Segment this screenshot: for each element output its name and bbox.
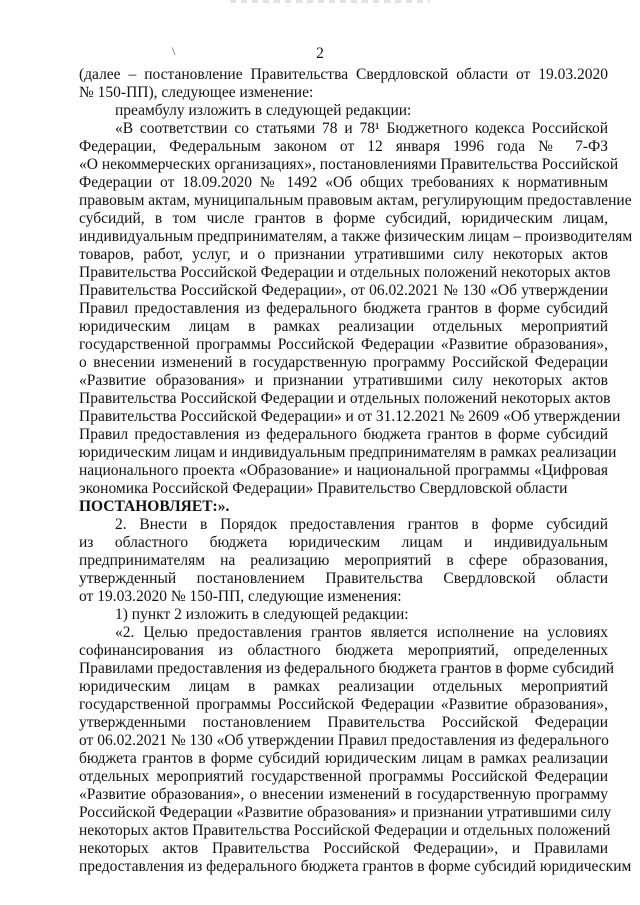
- text-line: национального проекта «Образование» и национальной программы «Цифровая: [79, 462, 608, 479]
- text-line: от 06.02.2021 № 130 «Об утверждении Правил предоставления из федерального: [79, 732, 609, 749]
- text-line: Федерации от 18.09.2020 № 1492 «Об общих требованиях к нормативным: [79, 174, 608, 191]
- text-line: из областного бюджета юридическим лицам и индивидуальным: [79, 534, 608, 551]
- text-line: Правил предоставления из федерального бюджета грантов в форме субсидий: [79, 426, 608, 443]
- text-line: юридическим лицам и индивидуальным предпринимателям в рамках реализации: [79, 444, 617, 461]
- text-line: предоставления из федерального бюджета грантов в форме субсидий юридическим: [79, 858, 632, 875]
- text-line: некоторых актов Правительства Российской Федерации и отдельных положений: [79, 822, 611, 839]
- text-line: «В соответствии со статьями 78 и 78¹ Бюджетного кодекса Российской: [115, 120, 608, 137]
- scan-artifact: [230, 0, 430, 3]
- text-line: правовым актам, муниципальным правовым актам, регулирующим предоставление: [79, 192, 632, 209]
- text-line: 1) пункт 2 изложить в следующей редакции:: [115, 606, 409, 623]
- text-line: государственной программы Российской Федерации «Развитие образования»,: [79, 336, 608, 353]
- text-line: преамбулу изложить в следующей редакции:: [115, 102, 412, 119]
- text-line: некоторых актов Правительства Российской Федерации», и Правилами: [79, 840, 608, 857]
- text-line: государственной программы Российской Федерации «Развитие образования»,: [79, 696, 608, 713]
- stray-mark: \: [172, 44, 176, 58]
- text-line: экономика Российской Федерации» Правительство Свердловской области: [79, 480, 568, 497]
- text-line: № 150-ПП), следующее изменение:: [79, 84, 314, 101]
- text-line: Правительства Российской Федерации», от 06.02.2021 № 130 «Об утверждении: [79, 282, 608, 299]
- text-line: отдельных мероприятий государственной программы Российской Федерации: [79, 768, 608, 785]
- text-line: от 19.03.2020 № 150-ПП, следующие изменения:: [79, 588, 402, 605]
- text-line: софинансирования из областного бюджета мероприятий, определенных: [79, 642, 608, 659]
- text-line: утвержденный постановлением Правительства Свердловской области: [79, 570, 608, 587]
- text-line: «О некоммерческих организациях», постановлениями Правительства Российской: [79, 156, 619, 173]
- text-line: (далее – постановление Правительства Свердловской области от 19.03.2020: [79, 66, 608, 83]
- page-number: 2: [316, 45, 324, 62]
- text-line: Российской Федерации «Развитие образования» и признании утратившими силу: [79, 804, 612, 821]
- text-line: индивидуальным предпринимателям, а также физическим лицам – производителям: [79, 228, 633, 245]
- text-line: утвержденными постановлением Правительства Российской Федерации: [79, 714, 608, 731]
- text-line: Правил предоставления из федерального бюджета грантов в форме субсидий: [79, 300, 608, 317]
- text-line: Правительства Российской Федерации и отдельных положений некоторых актов: [79, 390, 611, 407]
- text-line: «Развитие образования», о внесении изменений в государственную программу: [79, 786, 608, 803]
- text-line: Правилами предоставления из федерального бюджета грантов в форме субсидий: [79, 660, 615, 677]
- text-line: товаров, работ, услуг, и о признании утратившими силу некоторых актов: [79, 246, 608, 263]
- text-line: предпринимателям на реализацию мероприятий в сфере образования,: [79, 552, 608, 569]
- text-line: Правительства Российской Федерации и отдельных положений некоторых актов: [79, 264, 611, 281]
- text-line: Федерации, Федеральным законом от 12 января 1996 года № 7-ФЗ: [79, 138, 608, 155]
- text-line: юридическим лицам в рамках реализации отдельных мероприятий: [79, 318, 608, 335]
- decree-word: ПОСТАНОВЛЯЕТ:».: [79, 498, 230, 515]
- text-line: «2. Целью предоставления грантов является исполнение на условиях: [115, 624, 608, 641]
- text-line: бюджета грантов в форме субсидий юридическим лицам в рамках реализации: [79, 750, 608, 767]
- text-line: субсидий, в том числе грантов в форме субсидий, юридическим лицам,: [79, 210, 608, 227]
- text-line: «Развитие образования» и признании утратившими силу некоторых актов: [79, 372, 608, 389]
- text-line: о внесении изменений в государственную программу Российской Федерации: [79, 354, 608, 371]
- text-line: юридическим лицам в рамках реализации отдельных мероприятий: [79, 678, 608, 695]
- text-line: 2. Внести в Порядок предоставления грантов в форме субсидий: [115, 516, 608, 533]
- text-line: Правительства Российской Федерации» и от 31.12.2021 № 2609 «Об утверждении: [79, 408, 621, 425]
